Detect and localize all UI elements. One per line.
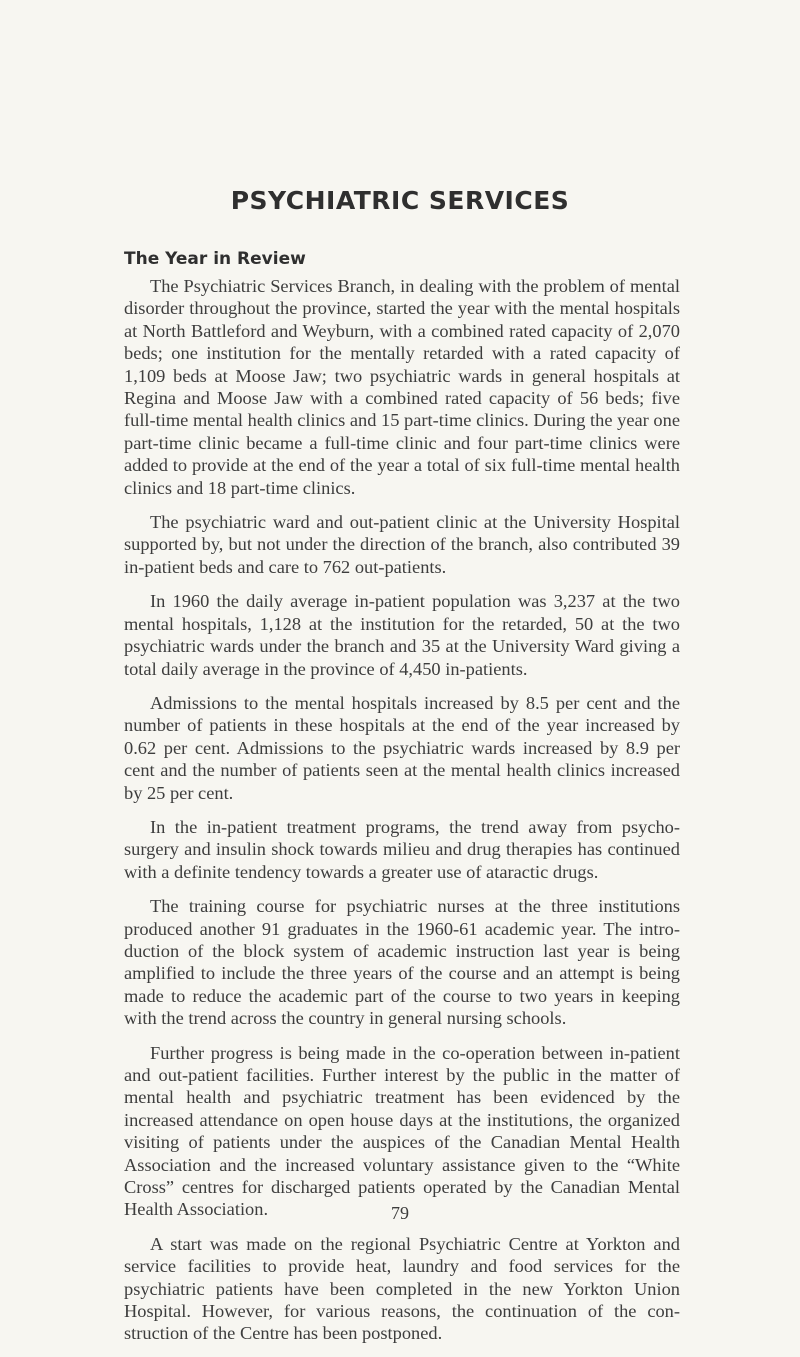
paragraph: In 1960 the daily average in-patient population was 3,237 at the two mental hospitals, 1,128 at the institution for the retarded, 50 at the two psychiatric wards under the branch and 35 at the University Ward giving a total daily average in the province of 4,450 in-patients. xyxy=(124,591,680,679)
page-number: 79 xyxy=(391,1203,409,1223)
section-heading: The Year in Review xyxy=(124,249,306,269)
page-title: PSYCHIATRIC SERVICES xyxy=(230,186,570,215)
paragraph: The training course for psychiatric nurses at the three institutions produced another 91 graduates in the 1960-61 academic year. The intro-duction of the block system of academic instruction last year is being amplified to include the three years of the course and an attempt is being made to reduce the academic part of the course to two years in keeping with the trend across the country in general nursing schools. xyxy=(124,896,680,1029)
paragraph: A start was made on the regional Psychiatric Centre at Yorkton and service facilities to provide heat, laundry and food services for the psychiatric patients have been completed in the new Yorkton Union Hospital. However, for various reasons, the continuation of the con-struction of the Centre has been postponed. xyxy=(124,1233,680,1344)
paragraph: The psychiatric ward and out-patient clinic at the University Hospital supported by, but not under the direction of the branch, also contributed 39 in-patient beds and care to 762 out-patients. xyxy=(124,512,680,577)
paragraph: The Psychiatric Services Branch, in dealing with the problem of mental disorder throughout the province, started the year with the mental hospitals at North Battleford and Weyburn, with a combined rated capacity of 2,070 beds; one institution for the mentally retarded with a rated capacity of 1,109 beds at Moose Jaw; two psychiatric wards in general hospitals at Regina and Moose Jaw with a combined rated capacity of 56 beds; five full-time mental health clinics and 15 part-time clinics. During the year one part-time clinic became a full-time clinic and four part-time clinics were added to provide at the end of the year a total of six full-time mental health clinics and 18 part-time clinics. xyxy=(124,276,680,498)
body-text xyxy=(124,275,680,1357)
paragraph: In the in-patient treatment programs, the trend away from psycho-surgery and insulin shock towards milieu and drug therapies has continued with a definite tendency towards a greater use of ataractic drugs. xyxy=(124,816,680,882)
paragraph: Further progress is being made in the co-operation between in-patient and out-patient facilities. Further interest by the public in the matter of mental health and psychiatric treatment has been evidenced by the increased attendance on open house days at the institutions, the organized visiting of patients under the auspices of the Canadian Mental Health Association and the increased voluntary assistance given to the “White Cross” centres for discharged patients operated by the Canadian Mental Health Association. xyxy=(124,1042,680,1220)
paragraph: Admissions to the mental hospitals increased by 8.5 per cent and the number of patients in these hospitals at the end of the year increased by 0.62 per cent. Admissions to the psychiatric wards increased by 8.9 per cent and the number of patients seen at the mental health clinics increased by 25 per cent. xyxy=(124,692,680,803)
